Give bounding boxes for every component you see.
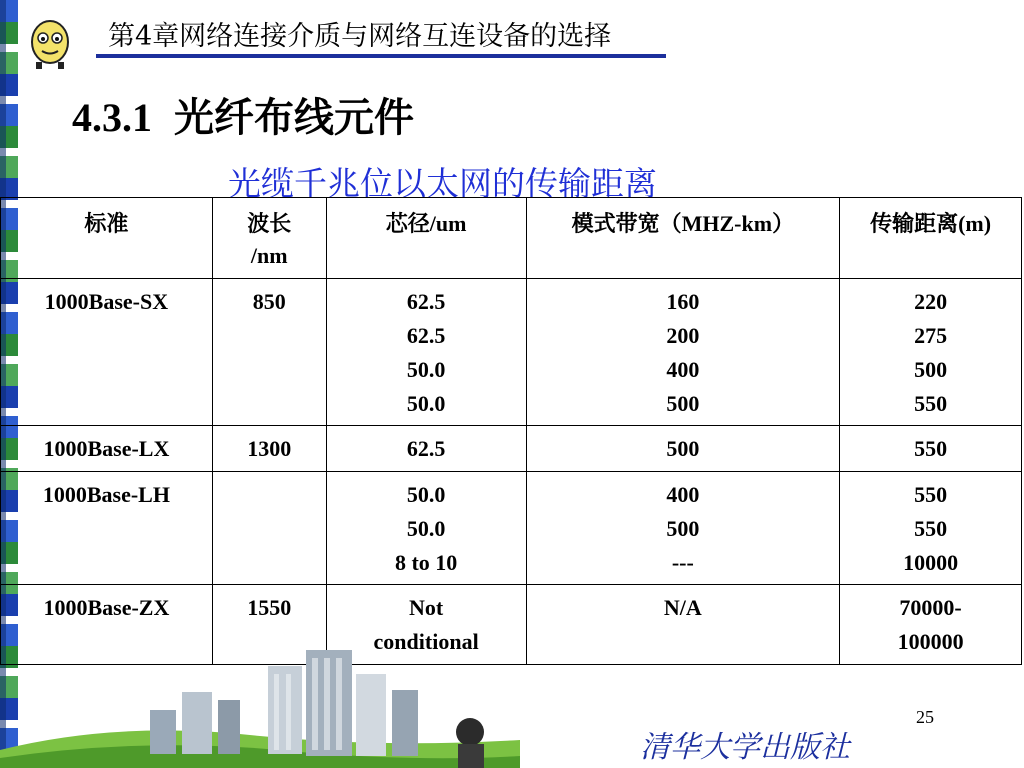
bandwidth-value: 200 (666, 323, 700, 348)
page-number: 25 (916, 707, 934, 727)
section-number: 4.3.1 (72, 95, 152, 140)
bandwidth-value: --- (671, 550, 694, 575)
header-distance: 传输距离(m) (840, 198, 1022, 279)
section-heading (72, 86, 414, 143)
core-value: 50.0 (406, 391, 446, 416)
cell-core (326, 472, 526, 585)
cell-standard: 1000Base-ZX (1, 585, 213, 665)
publisher-name: 清华大学出版社 (640, 730, 850, 765)
bandwidth-value: 500 (666, 391, 700, 416)
header-wavelength: 波长 /nm (212, 198, 326, 279)
core-value: Not (409, 595, 444, 620)
cell-wavelength: 850 (212, 279, 326, 426)
core-value: 50.0 (406, 482, 446, 507)
distance-value: 220 (914, 289, 948, 314)
city-skyline-graphic (0, 640, 520, 768)
distance-value: 275 (914, 323, 948, 348)
distance-value: 100000 (897, 629, 964, 654)
distance-value: 550 (914, 436, 948, 461)
table-row (1, 472, 1022, 585)
bandwidth-value: 400 (666, 482, 700, 507)
table-row (1, 279, 1022, 426)
cell-core (326, 279, 526, 426)
bandwidth-value: 500 (666, 436, 700, 461)
table-caption: 光缆千兆位以太网的传输距离 (228, 164, 657, 203)
distance-value: 10000 (903, 550, 959, 575)
bandwidth-value: N/A (663, 595, 702, 620)
bandwidth-value: 160 (666, 289, 700, 314)
cell-distance (840, 472, 1022, 585)
cell-distance (840, 426, 1022, 472)
cell-wavelength: 1550 (212, 585, 326, 665)
header-mode-bandwidth: 模式带宽（MHZ-km） (526, 198, 840, 279)
cell-distance (840, 585, 1022, 665)
bandwidth-value: 400 (666, 357, 700, 382)
mascot-icon (22, 18, 78, 70)
header-standard: 标准 (1, 198, 213, 279)
distance-value: 550 (914, 391, 948, 416)
distance-value: 550 (914, 516, 948, 541)
cell-distance (840, 279, 1022, 426)
core-value: 8 to 10 (394, 550, 458, 575)
title-underline (96, 54, 666, 58)
cell-bandwidth (526, 426, 840, 472)
core-value: conditional (373, 629, 479, 654)
bandwidth-value: 500 (666, 516, 700, 541)
distance-value: 70000- (899, 595, 962, 620)
chapter-title: 第4章网络连接介质与网络互连设备的选择 (108, 21, 612, 52)
table-row (1, 426, 1022, 472)
cell-standard: 1000Base-LX (1, 426, 213, 472)
cell-core (326, 426, 526, 472)
header-core-diameter: 芯径/um (326, 198, 526, 279)
distance-value: 500 (914, 357, 948, 382)
section-title: 光纤布线元件 (174, 95, 414, 140)
cell-bandwidth (526, 585, 840, 665)
cell-wavelength: 1300 (212, 426, 326, 472)
core-value: 50.0 (406, 516, 446, 541)
cell-bandwidth (526, 279, 840, 426)
cell-standard: 1000Base-LH (1, 472, 213, 585)
cell-wavelength (212, 472, 326, 585)
spec-table (0, 197, 1022, 665)
core-value: 62.5 (406, 289, 446, 314)
table-header-row (1, 198, 1022, 279)
core-value: 62.5 (406, 436, 446, 461)
cell-standard: 1000Base-SX (1, 279, 213, 426)
core-value: 62.5 (406, 323, 446, 348)
cell-bandwidth (526, 472, 840, 585)
core-value: 50.0 (406, 357, 446, 382)
distance-value: 550 (914, 482, 948, 507)
